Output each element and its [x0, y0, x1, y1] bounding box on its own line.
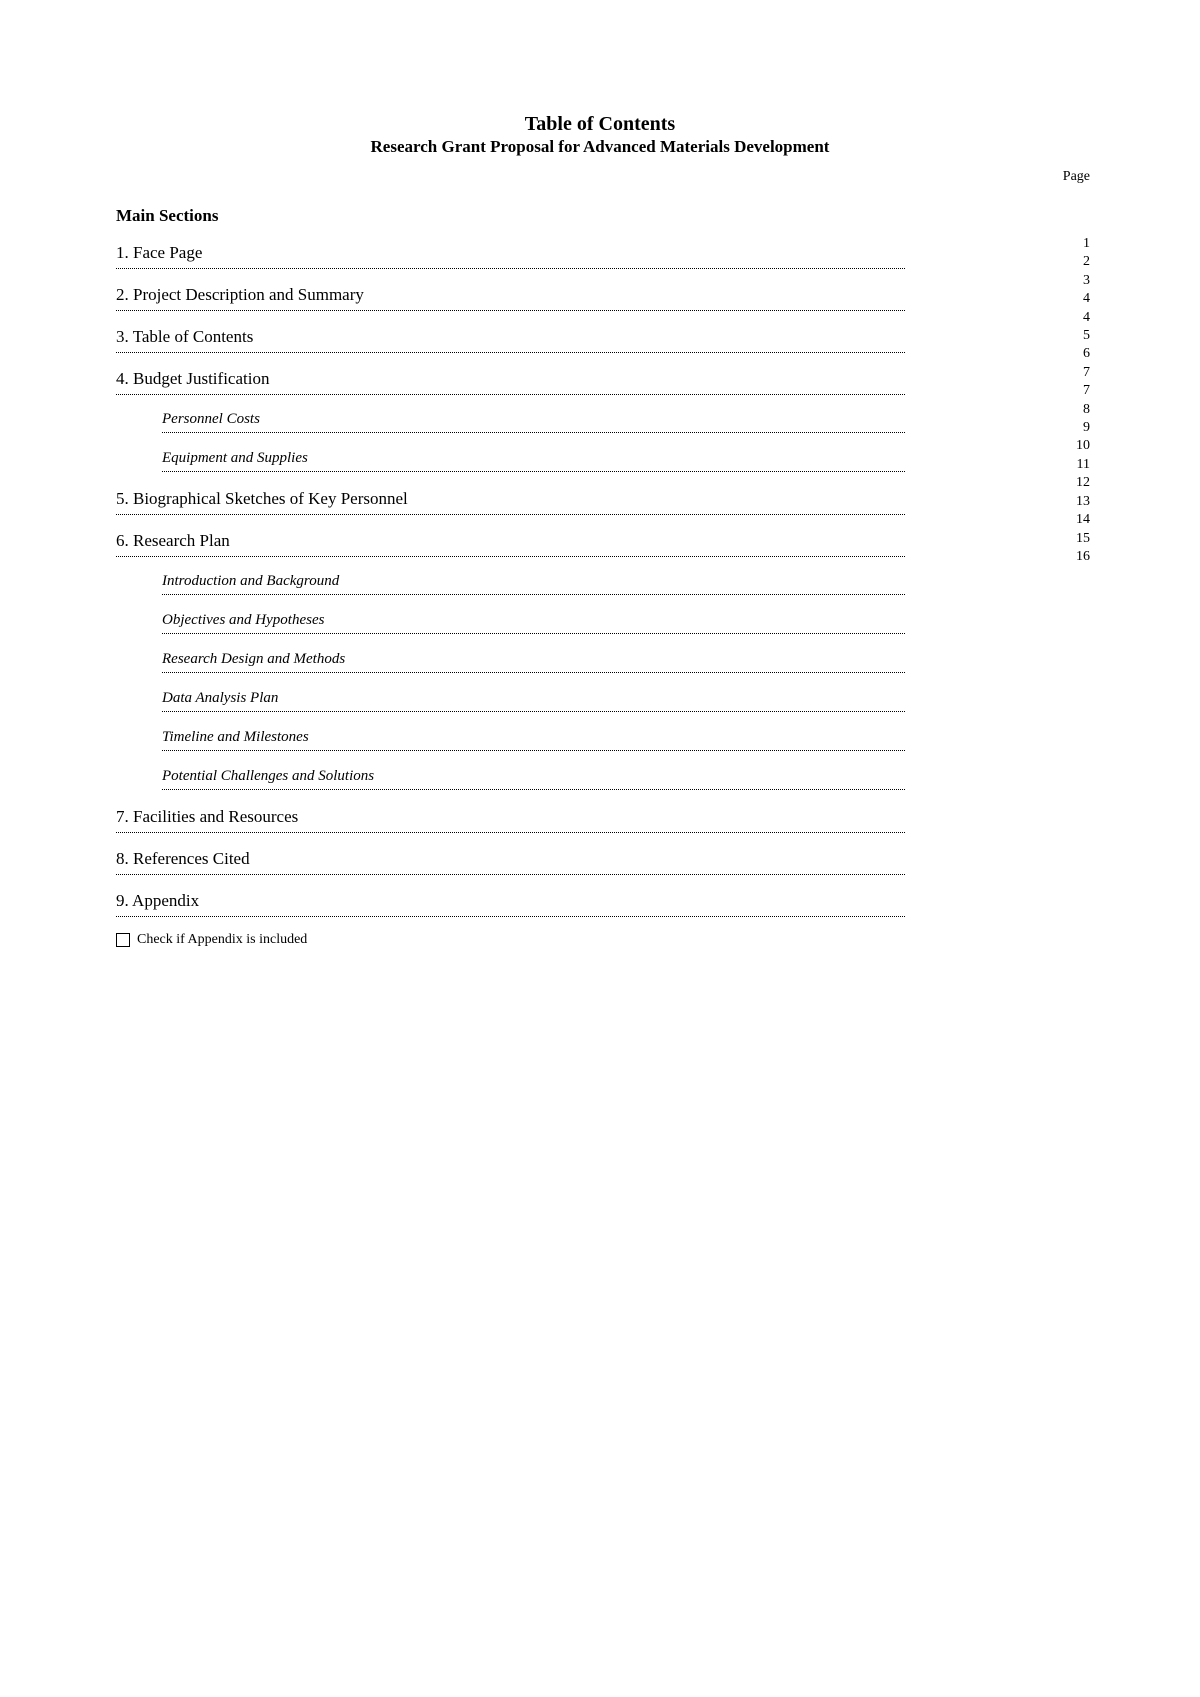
- page-number: 7: [1083, 383, 1090, 399]
- page-number: 16: [1076, 548, 1090, 564]
- page-column-header: Page: [1062, 169, 1090, 184]
- main-sections-heading: Main Sections: [116, 206, 219, 225]
- appendix-check-row: [116, 931, 307, 949]
- document-title: Table of Contents: [524, 113, 676, 135]
- page-number: 15: [1076, 530, 1090, 546]
- page-number: 12: [1076, 475, 1090, 491]
- page-number: 4: [1083, 291, 1090, 307]
- page-number: 4: [1083, 309, 1090, 325]
- toc-entry[interactable]: 3. Table of Contents: [116, 322, 905, 353]
- toc-entry[interactable]: 5. Biographical Sketches of Key Personnel: [116, 484, 905, 515]
- page-number-column: [1076, 235, 1090, 566]
- page-number: 9: [1083, 420, 1090, 436]
- toc-subentry[interactable]: Equipment and Supplies: [162, 445, 905, 472]
- document-subtitle: Research Grant Proposal for Advanced Materials Development: [370, 137, 830, 156]
- toc-list: [116, 238, 905, 928]
- toc-entry[interactable]: 6. Research Plan: [116, 526, 905, 557]
- toc-entry[interactable]: 9. Appendix: [116, 886, 905, 917]
- toc-entry[interactable]: 7. Facilities and Resources: [116, 802, 905, 833]
- page-number: 1: [1083, 236, 1090, 251]
- page-number: 13: [1076, 493, 1090, 509]
- toc-subentry[interactable]: Timeline and Milestones: [162, 724, 905, 751]
- toc-subentry[interactable]: Research Design and Methods: [162, 646, 905, 673]
- page-number: 6: [1083, 346, 1090, 362]
- toc-subentry[interactable]: Data Analysis Plan: [162, 685, 905, 712]
- page-number: 5: [1083, 328, 1090, 344]
- toc-subentry[interactable]: Objectives and Hypotheses: [162, 607, 905, 634]
- page-number: 10: [1076, 438, 1090, 454]
- appendix-checkbox[interactable]: [116, 933, 130, 947]
- page-number: 2: [1083, 254, 1090, 270]
- toc-subentry[interactable]: Potential Challenges and Solutions: [162, 763, 905, 790]
- toc-entry[interactable]: 2. Project Description and Summary: [116, 280, 905, 311]
- toc-entry[interactable]: 8. References Cited: [116, 844, 905, 875]
- toc-entry[interactable]: 4. Budget Justification: [116, 364, 905, 395]
- toc-subentry[interactable]: Personnel Costs: [162, 406, 905, 433]
- page-number: 8: [1083, 401, 1090, 417]
- page-number: 7: [1083, 364, 1090, 380]
- appendix-checkbox-label: Check if Appendix is included: [137, 932, 308, 947]
- page-number: 14: [1076, 512, 1090, 528]
- toc-entry[interactable]: 1. Face Page: [116, 238, 905, 269]
- toc-subentry[interactable]: Introduction and Background: [162, 568, 905, 595]
- page-number: 3: [1083, 272, 1090, 288]
- page-number: 11: [1076, 456, 1090, 472]
